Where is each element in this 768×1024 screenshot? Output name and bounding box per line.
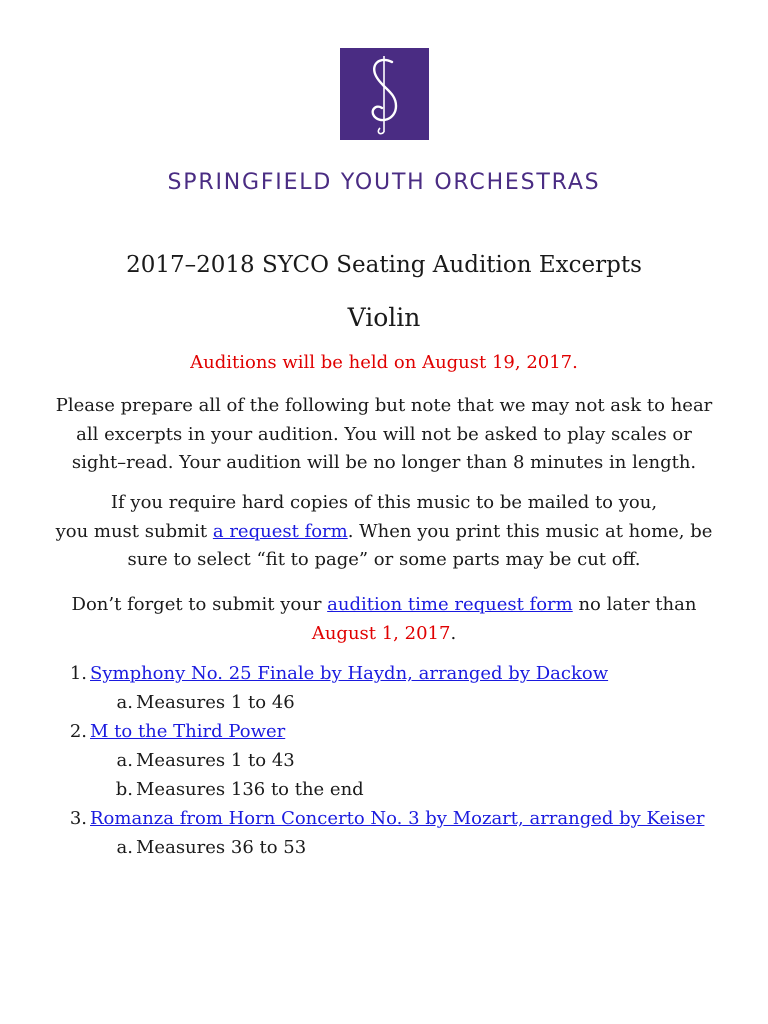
reminder-line [0, 591, 768, 620]
excerpt-item [69, 721, 286, 742]
intro-line: sight–read. Your audition will be no longer than 8 minutes in length. [71, 452, 697, 473]
excerpt-number: 2. [69, 721, 87, 742]
copies-line: sure to select “fit to page” or some parts may be cut off. [127, 549, 641, 570]
subitem-letter: a. [116, 837, 133, 858]
excerpt-item [69, 808, 705, 829]
intro-paragraph [0, 392, 768, 478]
request-form-link[interactable]: a request form [212, 520, 348, 542]
copies-text: you must submit [55, 520, 213, 542]
subitem-letter: a. [116, 750, 133, 771]
excerpt-item [69, 663, 609, 684]
excerpt-subitem [116, 837, 307, 858]
reminder-text: no later than [572, 594, 697, 615]
copies-text: . When you print this music at home, be [347, 520, 713, 542]
subitem-letter: a. [116, 692, 133, 713]
deadline-date: August 1, 2017 [311, 622, 451, 644]
excerpt-subitem [115, 779, 364, 800]
treble-s-logo-icon [340, 48, 429, 140]
excerpt-link[interactable]: M to the Third Power [90, 721, 286, 742]
org-name: SPRINGFIELD YOUTH ORCHESTRAS [167, 170, 601, 195]
intro-line: all excerpts in your audition. You will not be asked to play scales or [76, 423, 692, 445]
subitem-text: Measures 1 to 46 [136, 692, 295, 713]
audition-date-notice: Auditions will be held on August 19, 2017. [190, 352, 578, 373]
page-title: 2017–2018 SYCO Seating Audition Excerpts [126, 252, 642, 278]
reminder-text: . [450, 622, 457, 644]
excerpt-number: 3. [69, 808, 87, 829]
subitem-letter: b. [115, 779, 133, 800]
copies-line [0, 518, 768, 547]
excerpt-subitem [116, 692, 295, 713]
excerpt-link[interactable]: Romanza from Horn Concerto No. 3 by Mozart, arranged by Keiser [90, 808, 705, 829]
logo [340, 48, 429, 140]
audition-time-request-link[interactable]: audition time request form [327, 594, 573, 615]
reminder-line [0, 620, 768, 649]
subitem-text: Measures 136 to the end [136, 779, 364, 800]
subitem-text: Measures 1 to 43 [136, 750, 295, 771]
excerpt-subitem [116, 750, 295, 771]
copies-line: If you require hard copies of this music to be mailed to you, [110, 492, 658, 513]
excerpt-link[interactable]: Symphony No. 25 Finale by Haydn, arranged by Dackow [90, 663, 609, 684]
copies-paragraph [0, 489, 768, 575]
subitem-text: Measures 36 to 53 [136, 837, 307, 858]
reminder-text: Don’t forget to submit your [71, 594, 328, 615]
excerpt-number: 1. [69, 663, 87, 684]
reminder-paragraph [0, 591, 768, 648]
intro-line: Please prepare all of the following but note that we may not ask to hear [55, 395, 713, 416]
page-subtitle: Violin [347, 303, 421, 332]
